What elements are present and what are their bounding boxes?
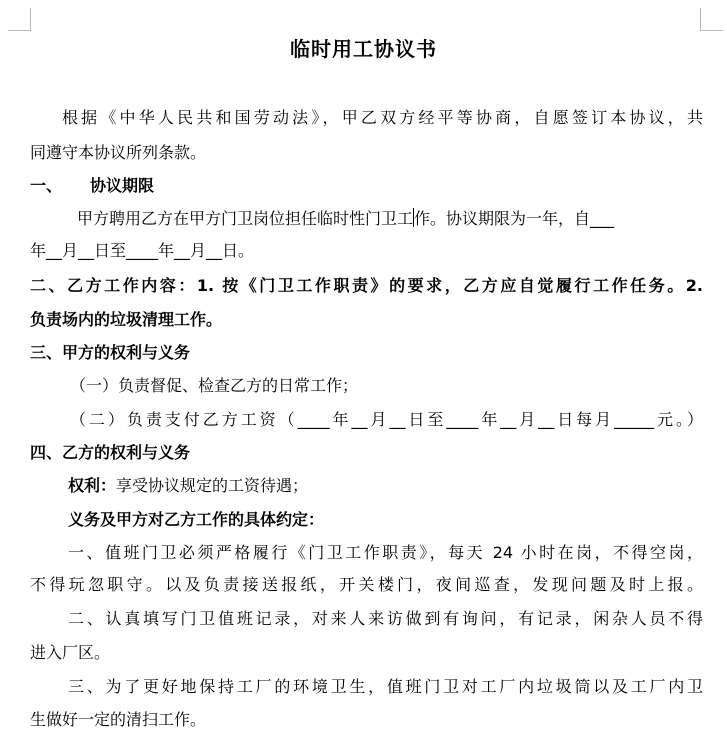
section-2-heading: 二、乙方工作内容：: [30, 276, 197, 295]
section-2-line-1: [30, 275, 703, 297]
section-4-rights-text: 享受协议规定的工资待遇；: [116, 476, 309, 495]
section-1-heading-row: [30, 175, 703, 197]
duty-3-line-1: 三、为了更好地保持工厂的环境卫生，值班门卫对工厂内垃圾筒以及工厂内卫: [68, 677, 703, 696]
section-4-rights-label: 权利：: [68, 476, 117, 495]
page-corner-mark-right: [700, 8, 723, 31]
document-title: 临时用工协议书: [290, 37, 437, 61]
section-1-text-after-cursor: 作。协议期限为一年，自___: [414, 209, 615, 228]
duty-1-line-1: 一、值班门卫必须严格履行《门卫工作职责》，每天 24 小时在岗，不得空岗，: [68, 543, 703, 562]
section-4-heading: 四、乙方的权利与义务: [30, 443, 191, 462]
intro-paragraph-line-2: 同遵守本协议所列条款。: [30, 143, 207, 162]
section-1-heading: 协议期限: [90, 176, 155, 195]
section-3-item-2: （二）负责支付乙方工资（____年__月__日至____年__月__日每月_____元。）: [70, 410, 703, 429]
section-3-heading: 三、甲方的权利与义务: [30, 343, 191, 362]
duty-2-line-1: 二、认真填写门卫值班记录，对来人来访做到有询问，有记录，闲杂人员不得: [68, 609, 703, 628]
section-1-paragraph-line-2: 年__月__日至____年__月__日。: [30, 241, 255, 260]
page-corner-mark-left: [8, 8, 31, 31]
duty-1-line-2: 不得玩忽职守。以及负责接送报纸，开关楼门，夜间巡查，发现问题及时上报。: [30, 575, 703, 594]
section-2-text: 1. 按《门卫工作职责》的要求，乙方应自觉履行工作任务。2.: [196, 276, 703, 295]
section-3-item-1: （一）负责督促、检查乙方的日常工作；: [70, 376, 359, 395]
section-2-line-2: 负责场内的垃圾清理工作。: [30, 310, 223, 329]
section-4-rights-row: [30, 475, 703, 497]
duty-3-line-2: 生做好一定的清扫工作。: [30, 710, 207, 729]
intro-paragraph-line-1: 根据《中华人民共和国劳动法》，甲乙双方经平等协商，自愿签订本协议，共: [62, 108, 703, 127]
section-4-duties-heading: 义务及甲方对乙方工作的具体约定：: [68, 510, 325, 529]
section-1-text-before-cursor: 甲方聘用乙方在甲方门卫岗位担任临时性门卫工: [77, 209, 414, 228]
duty-2-line-2: 进入厂区。: [30, 643, 111, 662]
section-1-number: 一、: [30, 176, 63, 195]
section-1-paragraph-line-1: [30, 208, 703, 230]
